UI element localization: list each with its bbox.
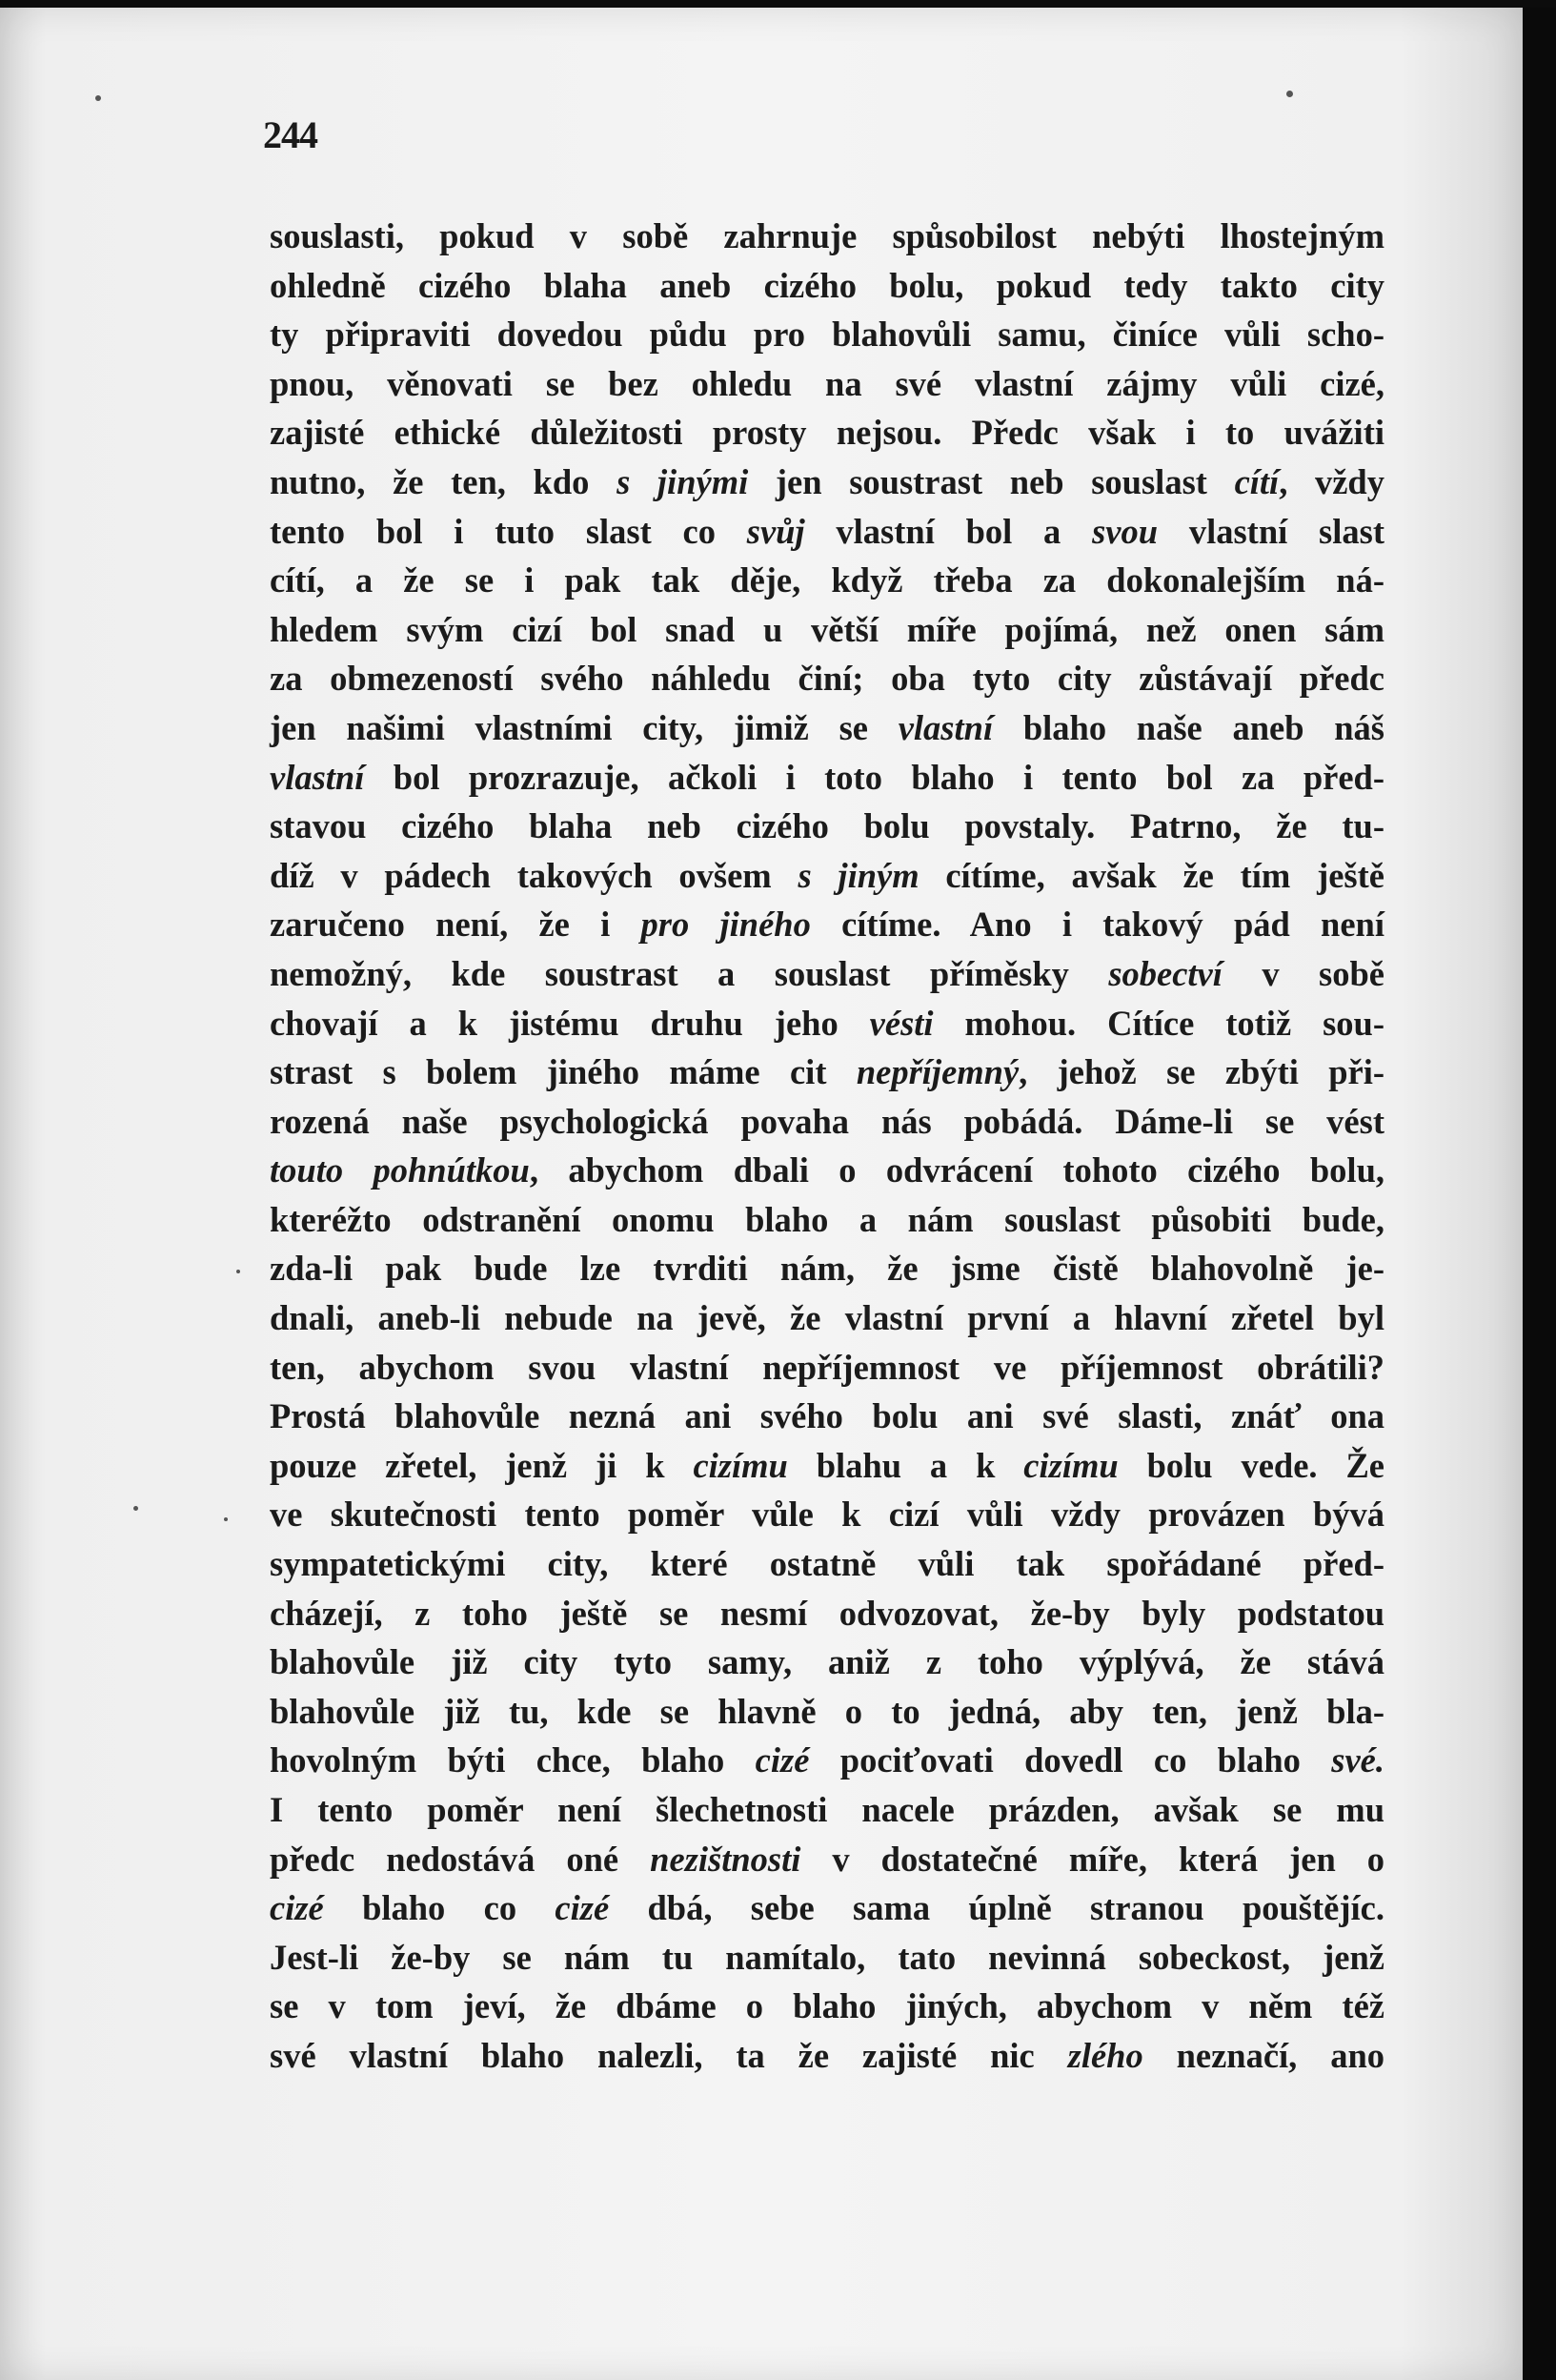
emphasized-text: svou <box>1092 511 1159 551</box>
scan-speck <box>95 95 101 101</box>
text-line <box>270 1736 1384 1785</box>
emphasized-text: cizímu <box>1023 1445 1119 1485</box>
text-line <box>270 949 1384 999</box>
scan-speck <box>224 1517 228 1521</box>
body-text <box>270 212 1384 2081</box>
text-segment: své vlastní blaho nalezli, ta že zajisté nic <box>270 2035 1068 2075</box>
emphasized-text: sobectví <box>1108 953 1223 993</box>
text-segment: cítíme, avšak že tím ještě <box>919 855 1384 895</box>
text-segment: nutno, že ten, kdo <box>270 461 617 501</box>
text-line <box>270 802 1384 851</box>
page-edge <box>1523 8 1556 2380</box>
text-line <box>270 1441 1384 1491</box>
emphasized-text: cizé <box>755 1740 810 1780</box>
text-segment: předc nedostává oné <box>270 1839 651 1879</box>
text-line <box>270 1195 1384 1245</box>
text-segment: , abychom dbali o odvrácení tohoto cizého bolu, <box>529 1150 1384 1190</box>
text-segment: ohledně cizého blaha aneb cizého bolu, pokud tedy takto city <box>270 265 1384 305</box>
text-line <box>270 2031 1384 2081</box>
text-line <box>270 851 1384 901</box>
emphasized-text: nezištnosti <box>650 1839 801 1879</box>
text-segment: ty připraviti dovedou půdu pro blahovůli samu, činíce vůli scho- <box>270 315 1384 355</box>
emphasized-text: nepříjemný <box>856 1052 1020 1092</box>
text-line <box>270 1490 1384 1539</box>
emphasized-text: cizímu <box>693 1445 788 1485</box>
text-segment: sympatetickými city, které ostatně vůli tak spořádané před- <box>270 1544 1384 1584</box>
text-line <box>270 261 1384 311</box>
text-segment: se v tom jeví, že dbáme o blaho jiných, abychom v něm též <box>270 1986 1384 2026</box>
text-segment: v dostatečné míře, která jen o <box>800 1839 1385 1879</box>
emphasized-text: vlastní <box>270 757 365 797</box>
text-segment: jen našimi vlastními city, jimiž se <box>270 707 899 747</box>
text-segment: pociťovati dovedl co blaho <box>809 1740 1332 1780</box>
text-segment: ten, abychom svou vlastní nepříjemnost ve příjemnost obrátili? <box>270 1347 1384 1387</box>
emphasized-text: cítí <box>1234 461 1280 501</box>
text-line <box>270 556 1384 605</box>
text-segment: ve skutečnosti tento poměr vůle k cizí vůli vždy provázen bývá <box>270 1495 1384 1535</box>
text-line <box>270 507 1384 557</box>
text-segment: blahu a k <box>787 1445 1024 1485</box>
text-segment: blaho naše aneb náš <box>993 707 1384 747</box>
text-line <box>270 1293 1384 1343</box>
text-segment: dnali, aneb-li nebude na jevě, že vlastní první a hlavní zřetel byl <box>270 1298 1384 1338</box>
text-line <box>270 1048 1384 1097</box>
text-line <box>270 605 1384 655</box>
text-segment: chovají a k jistému druhu jeho <box>270 1003 870 1043</box>
text-segment: cházejí, z toho ještě se nesmí odvozovat, že-by byly podstatou <box>270 1593 1384 1633</box>
text-segment: cítí, a že se i pak tak děje, když třeba za dokonalejším ná- <box>270 560 1384 600</box>
text-segment: hledem svým cizí bol snad u větší míře pojímá, než onen sám <box>270 609 1384 649</box>
text-segment: strast s bolem jiného máme cit <box>270 1052 857 1092</box>
text-segment: , vždy <box>1279 461 1384 501</box>
text-line <box>270 1638 1384 1687</box>
text-segment: zajisté ethické důležitosti prosty nejsou. Předc však i to uvážiti <box>270 413 1384 453</box>
text-segment: bolu vede. Že <box>1118 1445 1384 1485</box>
text-line <box>270 359 1384 409</box>
text-line <box>270 1392 1384 1441</box>
emphasized-text: své. <box>1331 1740 1384 1780</box>
text-segment: dbá, sebe sama úplně stranou pouštějíc. <box>609 1888 1384 1928</box>
text-line <box>270 310 1384 359</box>
text-line <box>270 1785 1384 1835</box>
text-line <box>270 654 1384 703</box>
text-segment: zaručeno není, že i <box>270 905 641 945</box>
text-segment: blahovůle již tu, kde se hlavně o to jedná, aby ten, jenž bla- <box>270 1691 1384 1731</box>
text-line <box>270 458 1384 507</box>
text-line <box>270 1589 1384 1638</box>
text-segment: blahovůle již city tyto samy, aniž z toho výplývá, že stává <box>270 1642 1384 1682</box>
emphasized-text: vésti <box>869 1003 934 1043</box>
text-line <box>270 1244 1384 1293</box>
text-line <box>270 1982 1384 2031</box>
text-segment: vlastní slast <box>1158 511 1384 551</box>
emphasized-text: zlého <box>1067 2035 1143 2075</box>
text-line <box>270 703 1384 753</box>
text-segment: v sobě <box>1222 953 1384 993</box>
scan-speck <box>133 1506 138 1511</box>
text-line <box>270 1097 1384 1147</box>
emphasized-text: cizé <box>270 1888 324 1928</box>
text-segment: za obmezeností svého náhledu činí; oba tyto city zůstávají předc <box>270 659 1384 699</box>
text-line <box>270 212 1384 261</box>
scan-speck <box>1286 91 1293 97</box>
text-segment: tento bol i tuto slast co <box>270 511 747 551</box>
emphasized-text: pro jiného <box>640 905 811 945</box>
text-segment: rozená naše psychologická povaha nás pobádá. Dáme-li se vést <box>270 1101 1384 1141</box>
emphasized-text: vlastní <box>898 707 994 747</box>
text-segment: jen soustrast neb souslast <box>748 461 1235 501</box>
text-line <box>270 900 1384 949</box>
emphasized-text: touto pohnútkou <box>270 1150 530 1190</box>
emphasized-text: s jiným <box>798 855 919 895</box>
text-line <box>270 408 1384 458</box>
text-segment: pouze zřetel, jenž ji k <box>270 1445 694 1485</box>
emphasized-text: svůj <box>746 511 805 551</box>
text-segment: mohou. Cítíce totiž sou- <box>933 1003 1384 1043</box>
text-segment: zda-li pak bude lze tvrditi nám, že jsme čistě blahovolně je- <box>270 1249 1384 1289</box>
text-segment: díž v pádech takových ovšem <box>270 855 798 895</box>
emphasized-text: s jinými <box>616 461 749 501</box>
text-segment: vlastní bol a <box>804 511 1093 551</box>
text-line <box>270 1687 1384 1737</box>
text-segment: I tento poměr není šlechetnosti nacele prázden, avšak se mu <box>270 1790 1384 1829</box>
text-line <box>270 1343 1384 1393</box>
text-segment: nemožný, kde soustrast a souslast příměsky <box>270 953 1109 993</box>
text-segment: kteréžto odstranění onomu blaho a nám souslast působiti bude, <box>270 1199 1384 1239</box>
text-line <box>270 1883 1384 1933</box>
text-segment: Prostá blahovůle nezná ani svého bolu ani své slasti, znáť ona <box>270 1396 1384 1436</box>
text-line <box>270 1146 1384 1195</box>
text-segment: , jehož se zbýti při- <box>1019 1052 1384 1092</box>
scan-speck <box>236 1270 240 1273</box>
text-segment: hovolným býti chce, blaho <box>270 1740 756 1780</box>
text-line <box>270 1539 1384 1589</box>
text-segment: cítíme. Ano i takový pád není <box>810 905 1384 945</box>
text-segment: stavou cizého blaha neb cizého bolu povstaly. Patrno, že tu- <box>270 806 1384 846</box>
page-number: 244 <box>263 113 317 156</box>
text-segment: pnou, věnovati se bez ohledu na své vlastní zájmy vůli cizé, <box>270 363 1384 403</box>
text-line <box>270 753 1384 803</box>
text-line <box>270 1835 1384 1884</box>
text-segment: blaho co <box>323 1888 556 1928</box>
text-segment: neznačí, ano <box>1142 2035 1384 2075</box>
text-line <box>270 1933 1384 1983</box>
text-segment: Jest-li že-by se nám tu namítalo, tato nevinná sobeckost, jenž <box>270 1937 1384 1977</box>
emphasized-text: cizé <box>555 1888 610 1928</box>
text-segment: bol prozrazuje, ačkoli i toto blaho i tento bol za před- <box>364 757 1384 797</box>
text-line <box>270 999 1384 1048</box>
text-segment: souslasti, pokud v sobě zahrnuje spůsobilost nebýti lhostejným <box>270 216 1384 255</box>
